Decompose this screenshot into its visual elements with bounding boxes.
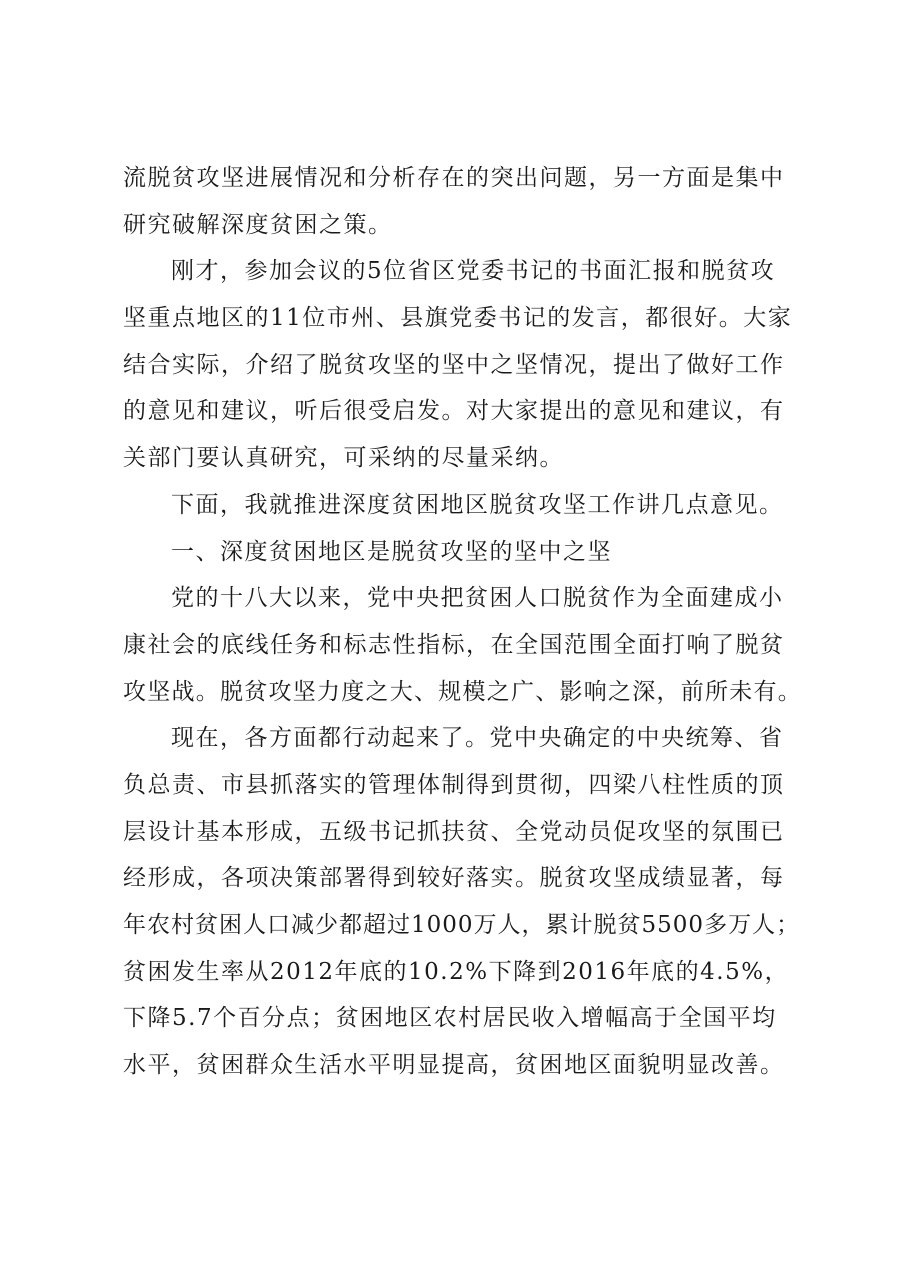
text-line: 结合实际，介绍了脱贫攻坚的坚中之坚情况，提出了做好工作	[123, 351, 785, 378]
text-line: 党的十八大以来，党中央把贫困人口脱贫作为全面建成小	[171, 585, 784, 612]
text-line: 坚重点地区的11位市州、县旗党委书记的发言，都很好。大家	[123, 305, 793, 332]
text-line: 下降5.7个百分点；贫困地区农村居民收入增幅高于全国平均	[123, 1005, 777, 1032]
text-line: 的意见和建议，听后很受启发。对大家提出的意见和建议，有	[123, 398, 785, 425]
text-line: 下面，我就推进深度贫困地区脱贫攻坚工作讲几点意见。	[171, 491, 784, 518]
text-line: 经形成，各项决策部署得到较好落实。脱贫攻坚成绩显著，每	[123, 865, 785, 892]
text-line: 层设计基本形成，五级书记抓扶贫、全党动员促攻坚的氛围已	[123, 818, 785, 845]
text-line: 负总责、市县抓落实的管理体制得到贯彻，四梁八柱性质的顶	[123, 771, 785, 798]
text-line: 刚才，参加会议的5位省区党委书记的书面汇报和脱贫攻	[171, 258, 776, 285]
text-line: 水平，贫困群众生活水平明显提高，贫困地区面貌明显改善。	[123, 1052, 785, 1079]
text-line: 年农村贫困人口减少都超过1000万人，累计脱贫5500多万人；	[123, 912, 801, 938]
text-line: 贫困发生率从2012年底的10.2%下降到2016年底的4.5%，	[123, 958, 790, 985]
text-line: 康社会的底线任务和标志性指标，在全国范围全面打响了脱贫	[123, 631, 785, 658]
text-line: 现在，各方面都行动起来了。党中央确定的中央统筹、省	[171, 725, 784, 752]
text-line: 研究破解深度贫困之策。	[123, 211, 393, 238]
text-line: 一、深度贫困地区是脱贫攻坚的坚中之坚	[171, 538, 612, 565]
text-line: 关部门要认真研究，可采纳的尽量采纳。	[123, 445, 564, 472]
body-text	[123, 155, 803, 1089]
text-line: 流脱贫攻坚进展情况和分析存在的突出问题，另一方面是集中	[123, 165, 785, 191]
text-line: 攻坚战。脱贫攻坚力度之大、规模之广、影响之深，前所未有。	[123, 678, 802, 705]
